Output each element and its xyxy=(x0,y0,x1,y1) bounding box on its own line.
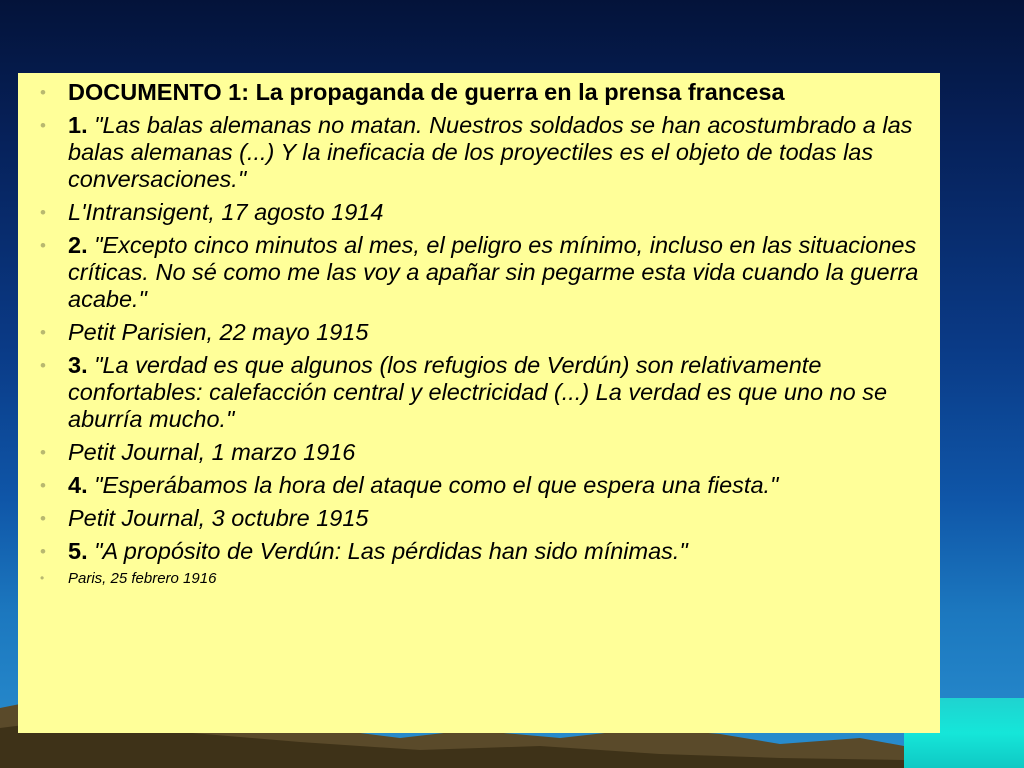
list-item-quote-3 xyxy=(28,352,924,433)
list-item-source-2 xyxy=(28,319,924,346)
bullet-marker: • xyxy=(40,236,46,255)
list-item-source-3 xyxy=(28,439,924,466)
source-text: L'Intransigent, 17 agosto 1914 xyxy=(68,199,384,225)
quote-text: "Excepto cinco minutos al mes, el peligro es mínimo, incluso en las situaciones críticas. No sé como me las voy a apañar sin pegarme esta vida cuando la guerra acabe." xyxy=(68,232,919,312)
bullet-marker: • xyxy=(40,476,46,495)
document-title: DOCUMENTO 1: La propaganda de guerra en la prensa francesa xyxy=(68,79,785,105)
quote-text: "La verdad es que algunos (los refugios de Verdún) son relativamente confortables: calefacción central y electricidad (...) La verdad es que uno no se aburría mucho." xyxy=(68,352,888,432)
quote-number: 4. xyxy=(68,472,88,498)
source-text: Petit Journal, 1 marzo 1916 xyxy=(68,439,356,465)
bullet-marker: • xyxy=(40,83,46,102)
bullet-list xyxy=(28,79,924,588)
bullet-marker: • xyxy=(40,116,46,135)
quote-number: 2. xyxy=(68,232,88,258)
quote-text: "Esperábamos la hora del ataque como el que espera una fiesta." xyxy=(87,472,779,498)
bullet-marker: • xyxy=(40,203,46,222)
content-panel xyxy=(18,73,940,733)
list-item-quote-2 xyxy=(28,232,924,313)
bullet-marker: • xyxy=(40,542,46,561)
bullet-marker: • xyxy=(40,509,46,528)
quote-text: "A propósito de Verdún: Las pérdidas han sido mínimas." xyxy=(87,538,688,564)
bullet-marker: • xyxy=(40,571,45,585)
quote-number: 5. xyxy=(68,538,88,564)
quote-text: "Las balas alemanas no matan. Nuestros soldados se han acostumbrado a las balas alemanas (...) Y la ineficacia de los proyectiles es el objeto de todas las conversaciones." xyxy=(68,112,913,192)
list-item-title xyxy=(28,79,924,106)
list-item-source-4 xyxy=(28,505,924,532)
quote-number: 3. xyxy=(68,352,88,378)
list-item-source-5 xyxy=(28,569,924,588)
source-text: Petit Journal, 3 octubre 1915 xyxy=(68,505,369,531)
list-item-quote-5 xyxy=(28,538,924,565)
list-item-quote-1 xyxy=(28,112,924,193)
bullet-marker: • xyxy=(40,443,46,462)
source-text: Petit Parisien, 22 mayo 1915 xyxy=(68,319,369,345)
list-item-source-1 xyxy=(28,199,924,226)
bullet-marker: • xyxy=(40,323,46,342)
bullet-marker: • xyxy=(40,356,46,375)
list-item-quote-4 xyxy=(28,472,924,499)
source-text: Paris, 25 febrero 1916 xyxy=(68,570,217,587)
quote-number: 1. xyxy=(68,112,88,138)
